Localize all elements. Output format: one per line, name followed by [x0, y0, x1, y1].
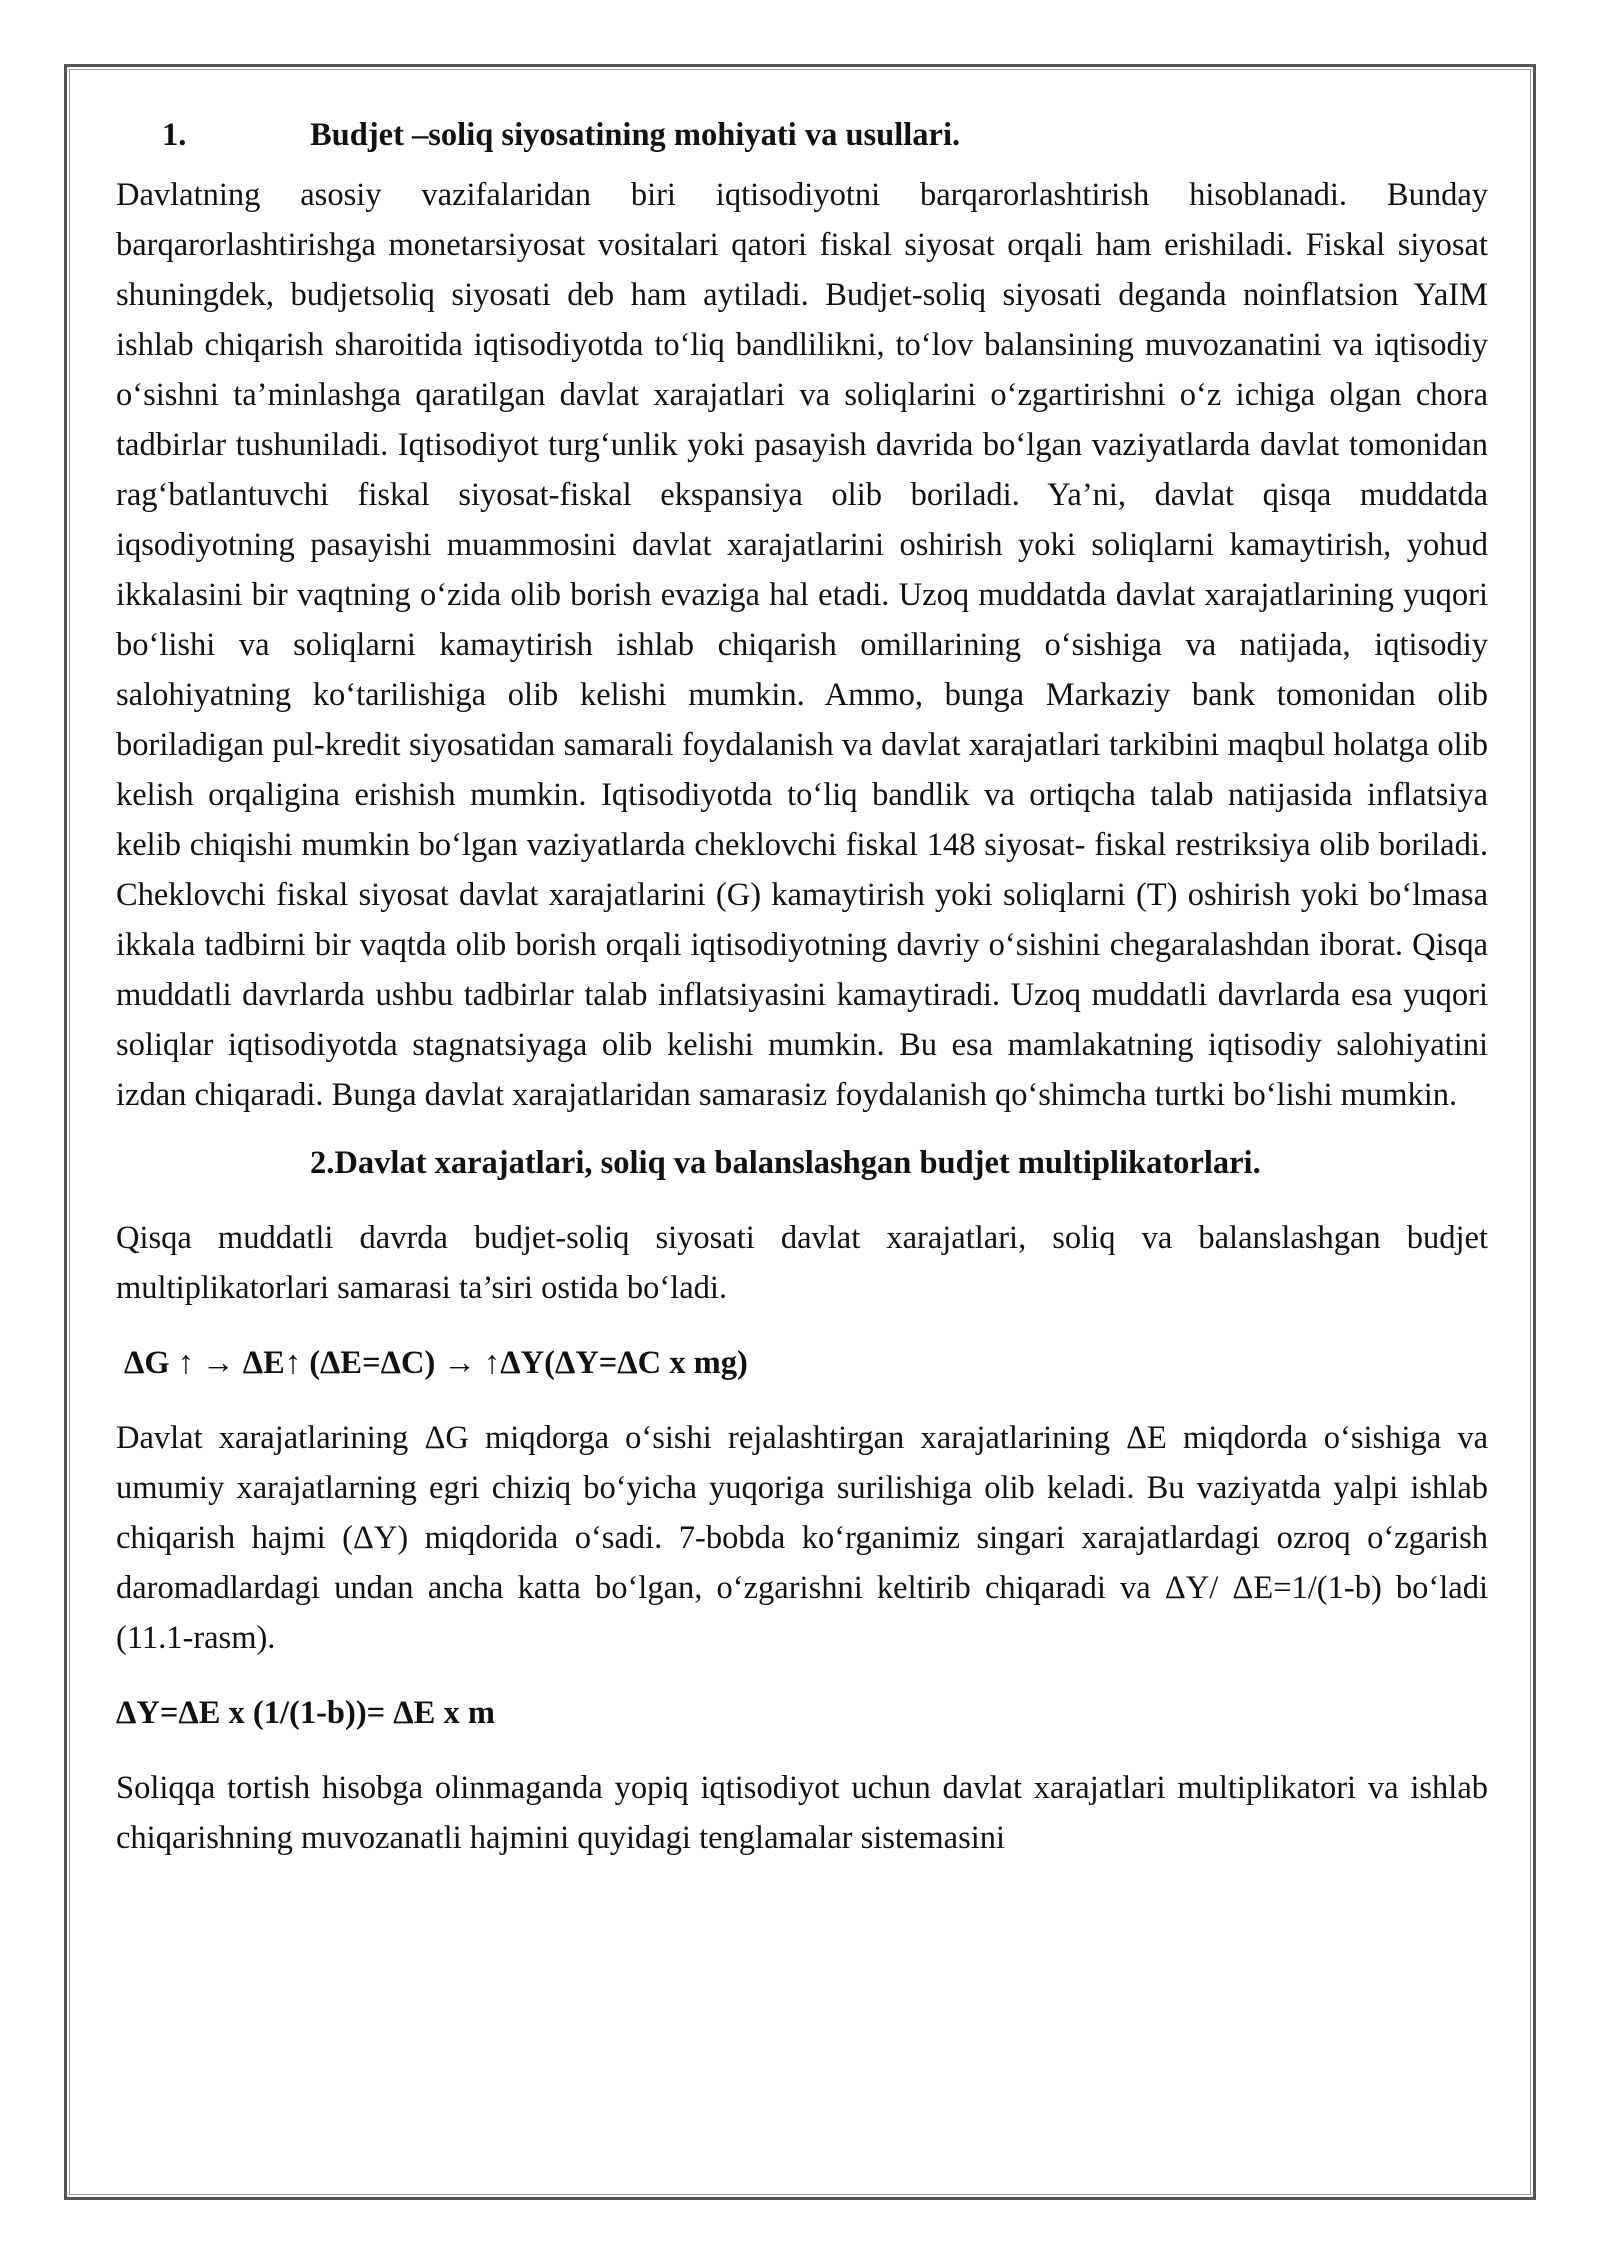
document-body	[116, 110, 1488, 1863]
section-1-title: Budjet –soliq siyosatining mohiyati va usullari.	[310, 117, 961, 153]
paragraph-3: Davlat xarajatlarining ΔG miqdorga o‘sishi rejalashtirgan xarajatlarining ΔE miqdorda o‘sishiga va umumiy xarajatlarning egri chiziq bo‘yicha yuqoriga surilishiga olib keladi. Bu vaziyatda yalpi ishlab chiqarish hajmi (ΔY) miqdorida o‘sadi. 7-bobda ko‘rganimiz singari xarajatlardagi ozroq o‘zgarish daromadlardagi undan ancha katta bo‘lgan, o‘zgarishni keltirib chiqaradi va ΔY/ ΔE=1/(1-b) bo‘ladi (11.1-rasm).	[116, 1420, 1488, 1656]
paragraph-4: Soliqqa tortish hisobga olinmaganda yopiq iqtisodiyot uchun davlat xarajatlari multiplikatori va ishlab chiqarishning muvozanatli hajmini quyidagi tenglamalar sistemasini	[116, 1770, 1488, 1856]
section-1-number: 1.	[162, 117, 187, 153]
formula-1: ΔG ↑ → ΔE↑ (ΔE=ΔC) → ↑ΔY(ΔY=ΔC x mg)	[124, 1345, 748, 1381]
paragraph-2: Qisqa muddatli davrda budjet-soliq siyosati davlat xarajatlari, soliq va balanslashgan budjet multiplikatorlari samarasi ta’siri ostida bo‘ladi.	[116, 1220, 1488, 1306]
section-1-heading	[116, 110, 1488, 160]
formula-2: ΔY=ΔE x (1/(1-b))= ΔE x m	[116, 1695, 495, 1731]
paragraph-1: Davlatning asosiy vazifalaridan biri iqtisodiyotni barqarorlashtirish hisoblanadi. Bunday barqarorlashtirishga monetarsiyosat vositalari qatori fiskal siyosat orqali ham erishiladi. Fiskal siyosat shuningdek, budjetsoliq siyosati deb ham aytiladi. Budjet-soliq siyosati deganda noinflatsion YaIM ishlab chiqarish sharoitida iqtisodiyotda to‘liq bandlilikni, to‘lov balansining muvozanatini va iqtisodiy o‘sishni ta’minlashga qaratilgan davlat xarajatlari va soliqlarini o‘zgartirishni o‘z ichiga olgan chora tadbirlar tushuniladi. Iqtisodiyot turg‘unlik yoki pasayish davrida bo‘lgan vaziyatlarda davlat tomonidan rag‘batlantuvchi fiskal siyosat-fiskal ekspansiya olib boriladi. Ya’ni, davlat qisqa muddatda iqsodiyotning pasayishi muammosini davlat xarajatlarini oshirish yoki soliqlarni kamaytirish, yohud ikkalasini bir vaqtning o‘zida olib borish evaziga hal etadi. Uzoq muddatda davlat xarajatlarining yuqori bo‘lishi va soliqlarni kamaytirish ishlab chiqarish omillarining o‘sishiga va natijada, iqtisodiy salohiyatning ko‘tarilishiga olib kelishi mumkin. Ammo, bunga Markaziy bank tomonidan olib boriladigan pul-kredit siyosatidan samarali foydalanish va davlat xarajatlari tarkibini maqbul holatga olib kelish orqaligina erishish mumkin. Iqtisodiyotda to‘liq bandlik va ortiqcha talab natijasida inflatsiya kelib chiqishi mumkin bo‘lgan vaziyatlarda cheklovchi fiskal 148 siyosat- fiskal restriksiya olib boriladi. Cheklovchi fiskal siyosat davlat xarajatlarini (G) kamaytirish yoki soliqlarni (T) oshirish yoki bo‘lmasa ikkala tadbirni bir vaqtda olib borish orqali iqtisodiyotning davriy o‘sishini chegaralashdan iborat. Qisqa muddatli davrlarda ushbu tadbirlar talab inflatsiyasini kamaytiradi. Uzoq muddatli davrlarda esa yuqori soliqlar iqtisodiyotda stagnatsiyaga olib kelishi mumkin. Bu esa mamlakatning iqtisodiy salohiyatini izdan chiqaradi. Bunga davlat xarajatlaridan samarasiz foydalanish qo‘shimcha turtki bo‘lishi mumkin.	[116, 177, 1488, 1113]
section-2-heading: 2.Davlat xarajatlari, soliq va balanslashgan budjet multiplikatorlari.	[310, 1145, 1261, 1181]
